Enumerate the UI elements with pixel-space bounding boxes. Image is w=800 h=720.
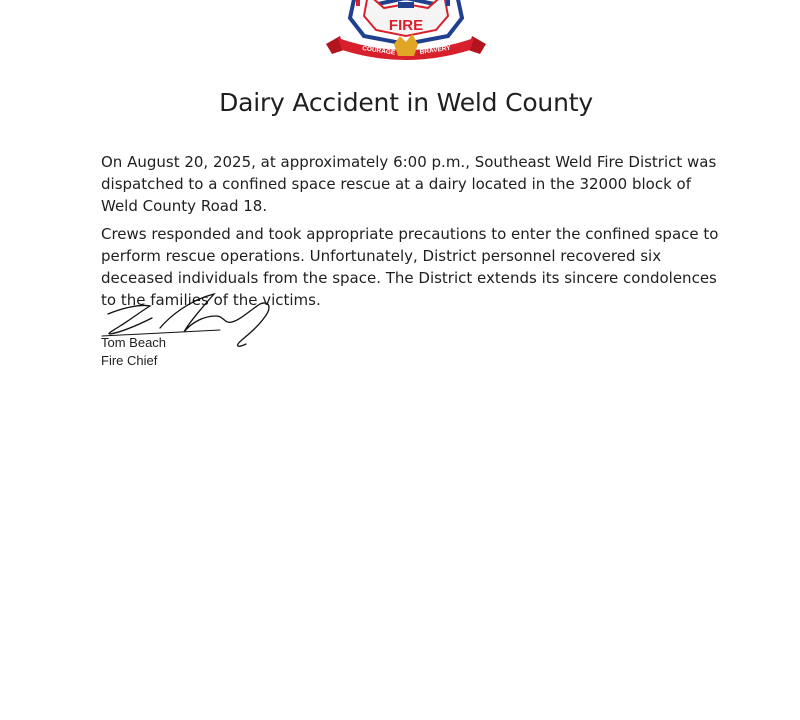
- signatory-title: Fire Chief: [101, 353, 158, 368]
- logo-fire-text: FIRE: [388, 17, 424, 34]
- page-title: Dairy Accident in Weld County: [219, 88, 593, 117]
- body-paragraph-1: On August 20, 2025, at approximately 6:00 p.m., Southeast Weld Fire District was dispatched to a confined space rescue at a dairy located in the 32000 block of Weld County Road 18.: [101, 153, 717, 215]
- fire-district-logo: [322, 0, 490, 60]
- body-paragraph-2: Crews responded and took appropriate precautions to enter the confined space to perform rescue operations. Unfortunately, District personnel recovered six deceased individuals from the space. The District extends its sincere condolences to the families of the victims.: [101, 225, 719, 309]
- ribbon-right-text: BRAVERY: [419, 44, 452, 56]
- signatory-name: Tom Beach: [101, 335, 167, 350]
- logo-detail: [446, 0, 450, 6]
- logo-detail: [356, 0, 360, 6]
- ribbon-left-text: COURAGE: [361, 45, 396, 57]
- logo-detail: [398, 2, 414, 8]
